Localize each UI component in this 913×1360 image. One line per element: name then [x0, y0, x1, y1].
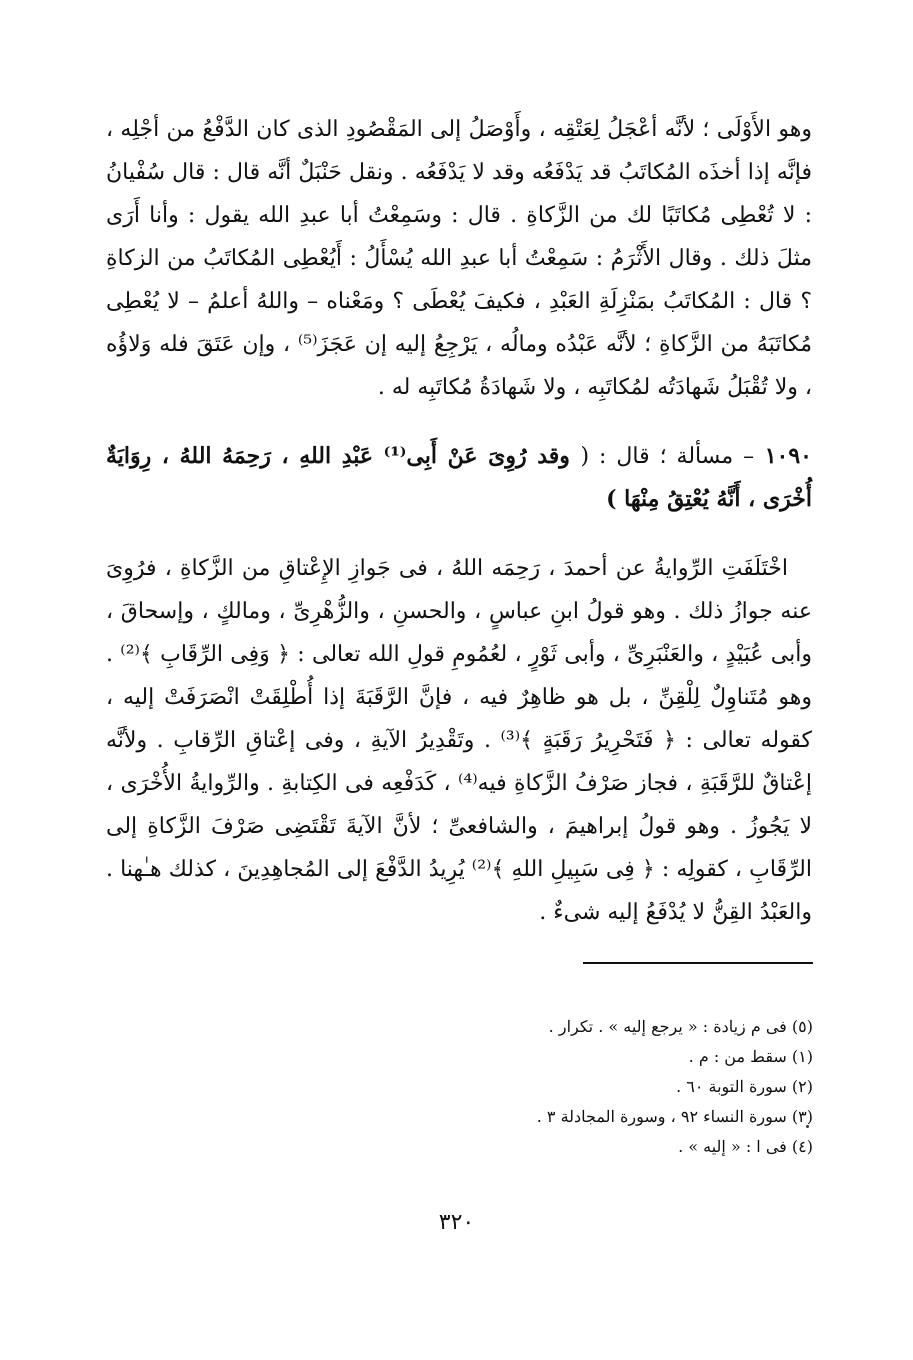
footnote-item: (٥) فى م زيادة : « يرجع إليه » . تكرار .	[548, 1017, 813, 1036]
paragraph-continuation: وهو الأَوْلَى ؛ لأنَّه أعْجَلُ لِعَتْقِه ، وأَوْصَلُ إلى المَقْصُودِ الذى كان الدَّفْعُ من أجْلِه ، فإنَّه إذا أخذَه المُكاتَبُ قد يَدْفَعُه وقد لا يَدْفَعُه . ونقل حَنْبَلٌ أنَّه قال : قال سُفْيانُ : لا تُعْطِى مُكاتَبًا لك من الزَّكاةِ . قال : وسَمِعْتُ أبا عبدِ الله يقول : وأنا أَرَى مثلَ ذلك . وقال الأَثْرَمُ : سَمِعْتُ أبا عبدِ الله يُسْأَلُ : أَيُعْطِى المُكاتَبُ من الزكاةِ ؟ قال : المُكاتَبُ بمَنْزِلَةِ العَبْدِ ، فكيفَ يُعْطَى ؟ ومَعْناه – واللهُ أعلمُ – لا يُعْطِى مُكاتَبَهُ من الزَّكاةِ ؛ لأنَّه عَبْدُه ومالُه ، يَرْجِعُ إليه إن عَجَزَ⁽⁵⁾ ، وإن عَتَقَ فله وَلاؤُه ، ولا تُقْبَلُ شَهادَتُه لمُكاتَبِه ، ولا شَهادَةُ مُكاتَبِه له .	[106, 117, 812, 400]
masala-number: ١٠٩٠	[764, 443, 812, 469]
main-text	[106, 108, 812, 934]
footnote-item: (٢) سورة التوبة ٦٠ .	[676, 1077, 813, 1096]
footnote-item: (١) سقط من : م .	[688, 1047, 813, 1066]
footnote-item: (٤) فى ا : « إليه » .	[678, 1137, 813, 1156]
masala-intro: – مسألة ؛ قال : (	[580, 444, 755, 469]
footnote-divider	[583, 962, 813, 964]
masala-text: وقد رُوِىَ عَنْ أَبِى⁽¹⁾ عَبْدِ اللهِ ، رَحِمَهُ اللهُ ، رِوَايَةٌ أُخْرَى ، أَنَّهُ يُعْتِقُ مِنْهَا )	[106, 443, 812, 512]
paragraph-commentary: اخْتَلَفَتِ الرِّوايةُ عن أحمدَ ، رَحِمَه اللهُ ، فى جَوازِ الإِعْتاقِ من الزَّكاةِ ، فرُوِىَ عنه جوازُ ذلك . وهو قولُ ابنِ عباسٍ ، والحسنِ ، والزُّهْرِىِّ ، ومالكٍ ، وإسحاقَ ، وأبى عُبَيْدٍ ، والعَنْبَرِىِّ ، وأبى ثَوْرٍ ، لعُمُومِ قولِ الله تعالى : ﴿ وَفِى الرِّقَابِ ﴾⁽²⁾ . وهو مُتَناوِلٌ لِلْقِنِّ ، بل هو ظاهِرٌ فيه ، فإنَّ الرَّقَبَةَ إذا أُطْلِقَتْ انْصَرَفَتْ إليه ، كقوله تعالى : ﴿ فَتَحْرِيرُ رَقَبَةٍ ﴾⁽³⁾ . وتَقْدِيرُ الآيةِ ، وفى إعْتاقِ الرِّقابِ . ولأنَّه إعْتاقٌ للرَّقَبَةِ ، فجاز صَرْفُ الزَّكاةِ فيه⁽⁴⁾ ، كَدَفْعِه فى الكِتابةِ . والرِّوايةُ الأُخْرَى ، لا يَجُوزُ . وهو قولُ إبراهيمَ ، والشافعىِّ ؛ لأنَّ الآيةَ تَقْتَضِى صَرْفَ الزَّكاةِ إلى الرِّقَابِ ، كقولِه : ﴿ فِى سَبِيلِ اللهِ ﴾⁽²⁾ يُرِيدُ الدَّفْعَ إلى المُجاهِدِينَ ، كذلك هـٰهنا . والعَبْدُ القِنُّ لا يُدْفَعُ إليه شىءٌ .	[106, 556, 813, 925]
footnotes-list	[253, 1012, 813, 1162]
footnote-item: (٣) سورة النساء ٩٢ ، وسورة المجادلة ٣ .	[536, 1107, 813, 1126]
masala-heading	[106, 435, 812, 521]
page-number: ٣٢٠	[438, 1210, 475, 1235]
